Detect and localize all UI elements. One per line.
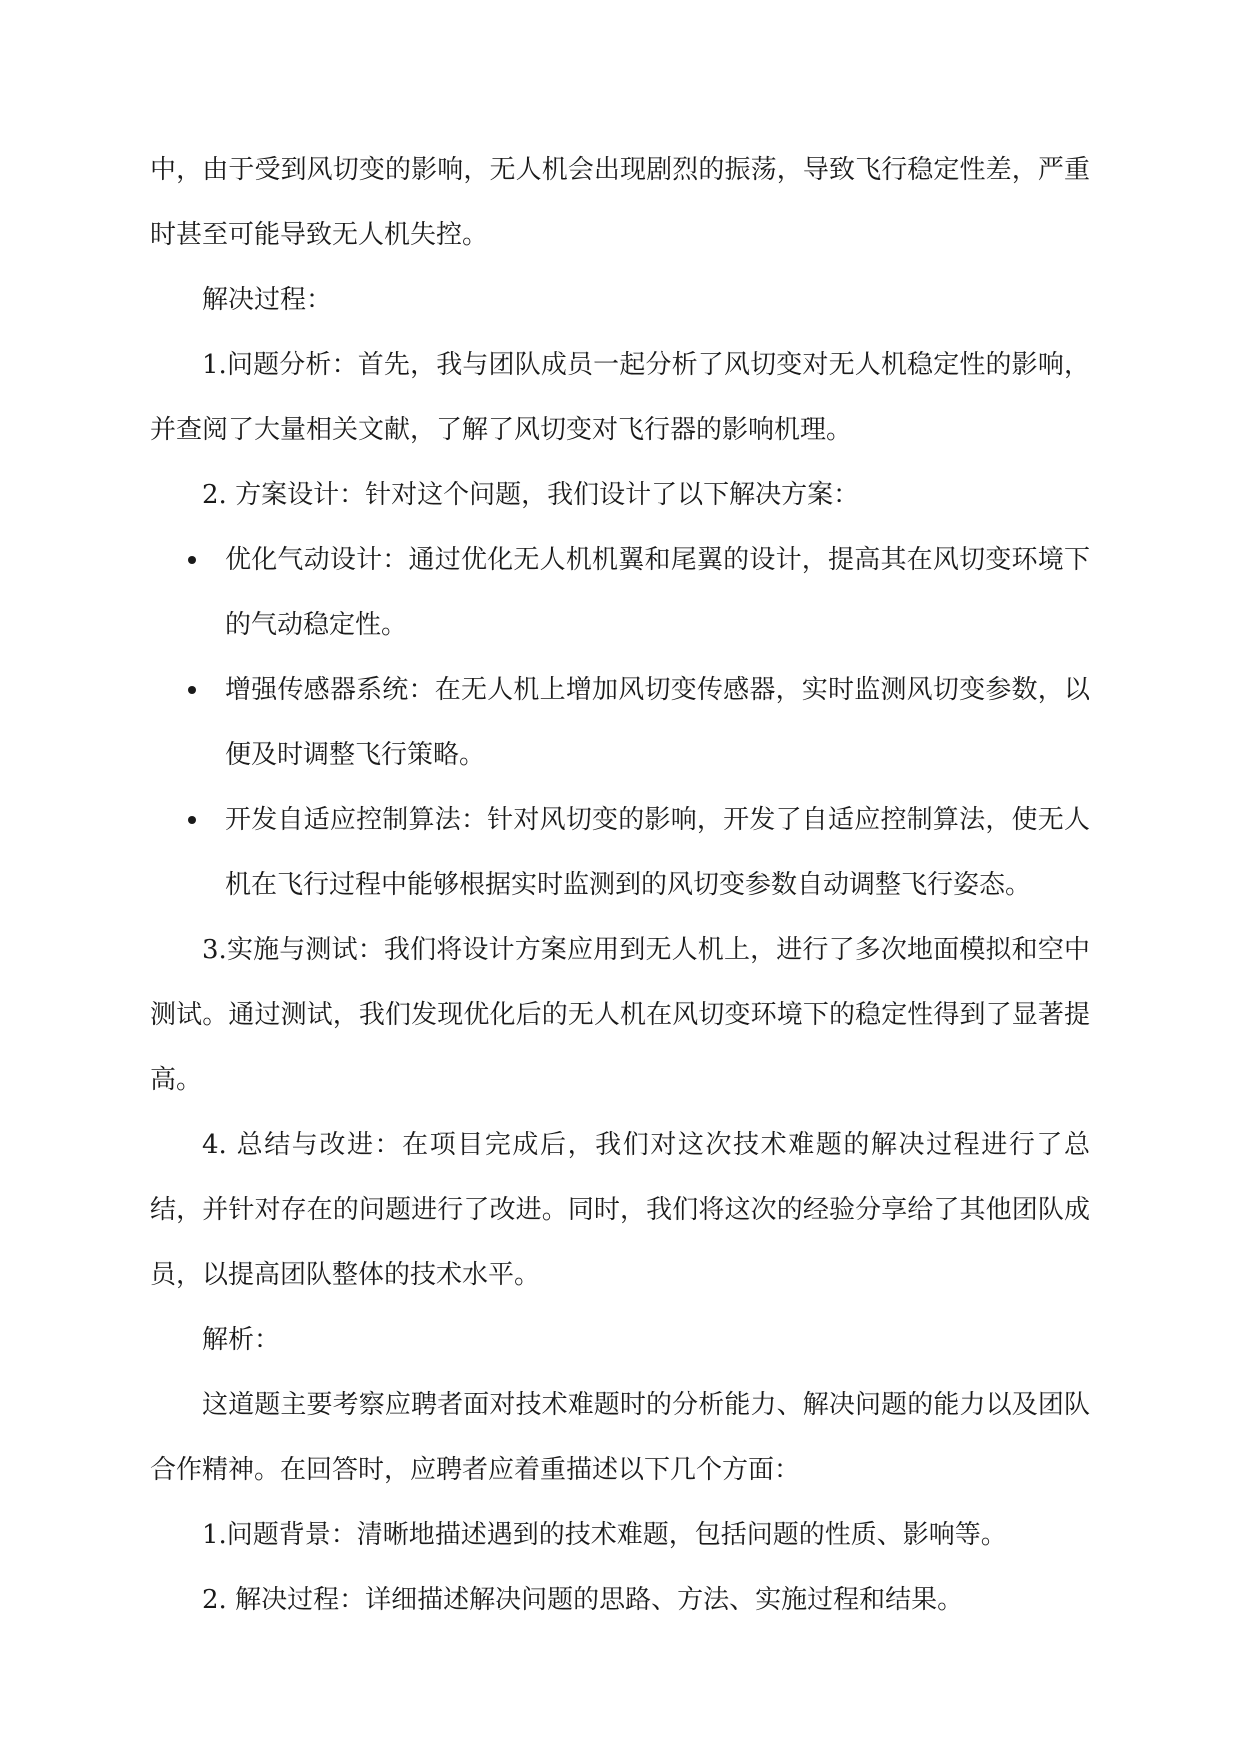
bullet-icon [188, 816, 196, 824]
bullet-text: 优化气动设计：通过优化无人机机翼和尾翼的设计，提高其在风切变环境下的气动稳定性。 [225, 545, 1090, 640]
bullet-text: 开发自适应控制算法：针对风切变的影响，开发了自适应控制算法，使无人机在飞行过程中能够根据实时监测到的风切变参数自动调整飞行姿态。 [225, 805, 1090, 900]
bullet-icon [188, 686, 196, 694]
step-3-implementation-testing: 3.实施与测试：我们将设计方案应用到无人机上，进行了多次地面模拟和空中测试。通过测试，我们发现优化后的无人机在风切变环境下的稳定性得到了显著提高。 [150, 935, 1090, 1095]
paragraph-continuation: 中，由于受到风切变的影响，无人机会出现剧烈的振荡，导致飞行稳定性差，严重时甚至可能导致无人机失控。 [150, 155, 1090, 250]
bullet-icon [188, 556, 196, 564]
bullet-item [150, 528, 1090, 658]
solution-bullet-list [150, 528, 1090, 918]
bullet-item [150, 788, 1090, 918]
section-heading-analysis: 解析： [202, 1325, 281, 1355]
document-body [150, 138, 1090, 1633]
bullet-text: 增强传感器系统：在无人机上增加风切变传感器，实时监测风切变参数，以便及时调整飞行策略。 [225, 675, 1090, 770]
point-1-problem-background: 1.问题背景：清晰地描述遇到的技术难题，包括问题的性质、影响等。 [202, 1520, 1007, 1550]
step-2-solution-design: 2. 方案设计：针对这个问题，我们设计了以下解决方案： [202, 480, 860, 510]
step-1-problem-analysis: 1.问题分析：首先，我与团队成员一起分析了风切变对无人机稳定性的影响，并查阅了大量相关文献，了解了风切变对飞行器的影响机理。 [150, 350, 1090, 445]
step-4-summary-improvement: 4. 总结与改进：在项目完成后，我们对这次技术难题的解决过程进行了总结，并针对存在的问题进行了改进。同时，我们将这次的经验分享给了其他团队成员，以提高团队整体的技术水平。 [150, 1130, 1090, 1290]
bullet-item [150, 658, 1090, 788]
point-2-solution-process: 2. 解决过程：详细描述解决问题的思路、方法、实施过程和结果。 [202, 1585, 964, 1615]
section-heading-solution-process: 解决过程： [202, 285, 333, 315]
analysis-paragraph: 这道题主要考察应聘者面对技术难题时的分析能力、解决问题的能力以及团队合作精神。在回答时，应聘者应着重描述以下几个方面： [150, 1390, 1090, 1485]
